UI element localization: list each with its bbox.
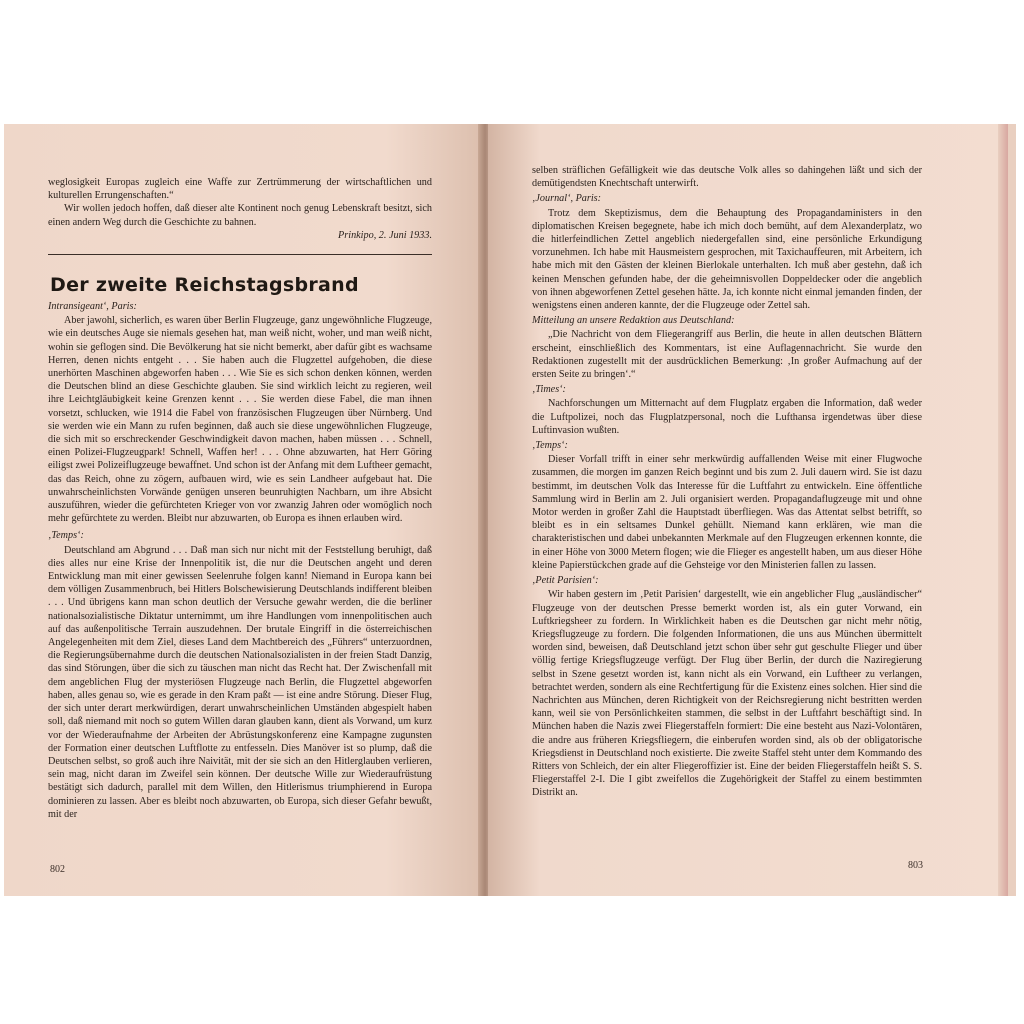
body-paragraph-continuation: selben sträflichen Gefälligkeit wie das deutsche Volk alles so dahingehen läßt und sich der demütigendsten Knechtschaft unterwirft. bbox=[532, 165, 922, 190]
intro-paragraph-1: weglosigkeit Europas zugleich eine Waffe zur Zertrümmerung der wirtschaftlichen und kulturellen Errungenschaften.“ bbox=[48, 177, 432, 202]
source-label-mitteilung: Mitteilung an unsere Redaktion aus Deutschland: bbox=[532, 315, 735, 327]
left-page bbox=[4, 124, 482, 896]
source-label-petit-parisien: ‚Petit Parisien‘: bbox=[532, 575, 599, 587]
body-paragraph-times: Nachforschungen um Mitternacht auf dem Flugplatz ergaben die Information, daß weder die Luftpolizei, noch das Flugplatzpersonal, noch die Lufthansa irgendetwas über diese Luftinvasion wußten. bbox=[532, 398, 922, 436]
body-paragraph-temps-2: Dieser Vorfall trifft in einer sehr merkwürdig auffallenden Weise mit einer Flugwoche zusammen, die morgen im ganzen Reich beginnt und bis zum 2. Juli dauern wird. Sie ist dazu bestimmt, im deutschen Volk das Interesse für die Luftfahrt zu entwickeln. Eine öffentliche Sammlung wird in Berlin am 2. Juli organisiert werden. Propagandaflugzeuge mit und ohne Motor werden in großer Zahl die Hauptstadt überfliegen. Was das Attentat selbst betrifft, so bleibt es in ein seltsames Dunkel gehüllt. Niemand kann erklären, wie man die charakteristischen und dabei unbekannten Merkmale auf den Flugzeugen erkennen konnte, die in einer Höhe von 3000 Metern flogen; wie die Flieger es angestellt haben, um aus dieser Höhe kleine Papierstückchen grade auf die Gehsteige vor den Ministerien fallen zu lassen. bbox=[532, 454, 922, 571]
right-page bbox=[488, 124, 1008, 896]
body-paragraph-journal: Trotz dem Skeptizismus, dem die Behauptung des Propagandaministers in den diplomatischen Kreisen begegnete, habe ich mich doch bemüht, auf dem Alexanderplatz, wo die hitlerfeindlichen Zettel angeblich niedergefallen sind, eine persönliche Erkundigung vorzunehmen. Ich habe mit Hausmeistern gesprochen, mit Taxichauffeuren, mit Arbeitern, ich habe mich mit den Gästen der kleinen Bierlokale unterhalten. Ich muß aber gestehn, daß ich keinen Menschen gefunden habe, der die geheimnisvollen Doppeldecker oder die angeblich von ihnen abgeworfenen Zettel gesehen hätte. Ja, ich konnte nicht einmal jemanden finden, der wenigstens einen anderen kannte, der die Flugzeuge oder Zettel sah. bbox=[532, 207, 922, 312]
body-paragraph-mitteilung: „Die Nachricht von dem Fliegerangriff aus Berlin, die heute in allen deutschen Blättern erscheint, einschließlich des Kommentars, ist eine Auflagennachricht. Sie wurde den Redaktionen zugestellt mit der ausdrücklichen Bemerkung: ‚In großer Aufmachung auf der ersten Seite zu bringen‘.“ bbox=[532, 329, 922, 381]
page-edge bbox=[998, 124, 1008, 896]
source-label-journal: ‚Journal‘, Paris: bbox=[532, 193, 602, 205]
article-heading: Der zweite Reichstagsbrand bbox=[50, 274, 359, 296]
left-body bbox=[48, 298, 432, 821]
section-divider bbox=[48, 254, 432, 255]
intro-signature: Prinkipo, 2. Juni 1933. bbox=[338, 229, 432, 241]
source-label-times: ‚Times‘: bbox=[532, 384, 566, 396]
intro-block bbox=[48, 176, 432, 242]
page-number-left: 802 bbox=[50, 864, 65, 875]
body-paragraph-intransigeant: Aber jawohl, sicherlich, es waren über Berlin Flugzeuge, ganz ungewöhnliche Flugzeuge, wie ein deutsches Auge sie niemals gesehen hat, man weiß nicht, woher, und man weiß nicht, wohin sie geflogen sind. Die Bevölkerung hat sie nicht bemerkt, aber dafür gibt es wachsame Herren, denen nichts entgeht . . . Sie haben auch die Flugzettel aufgehoben, die diese unerhörten Maschinen abgeworfen haben . . . Wie Sie es sich schon denken können, werden die Deutschen blind an diese Geschichte glauben. Sie sind wirklich leicht zu regieren, weil ihre Leichtgläubigkeit keine Grenzen kennt . . . Sie werden diese Fabel, die man ihnen vorsetzt, schlucken, wie 1914 die Fabel von französischen Flugzeugen über Nürnberg. Und sie werden wie ein Mann zu rufen beginnen, daß auch sie diese ungewöhnlichen Flugzeuge, die sich mit so erschreckender Geschwindigkeit davon machen, haben müssen . . . Schnell, einen Polizei-Flugzeugpark! Schnell, Waffen her! . . . Ohne abzuwarten, hat Herr Göring eiligst zwei Polizeiflugzeuge bewaffnet. Und schon ist der Anfang mit dem Luftheer gemacht, das das Reich, ohne zu zögern, aufbauen wird, wie es sein Landheer aufgebaut hat. Die unwahrscheinlichsten Vorwände genügen unseren beunruhigten Nachbarn, um ihre Absicht auszuführen, wieder die gefürchteten Krieger von vor zwanzig Jahren oder womöglich noch mehr gefürchtete zu werden. Bleibt nur abzuwarten, ob Europa es ihnen erlauben wird. bbox=[48, 315, 432, 525]
page-number-right: 803 bbox=[908, 860, 923, 871]
open-book bbox=[4, 124, 1016, 896]
body-paragraph-temps: Deutschland am Abgrund . . . Daß man sich nur nicht mit der Feststellung beruhigt, daß dies alles nur eine Krise der Innenpolitik ist, die nur die Deutschen angeht und deren Entwicklung man mit einer gewissen Seelenruhe folgen kann! Niemand in Europa kann bei dem völligen Zusammenbruch, bei Hitlers Bolschewisierung Deutschlands indifferent bleiben . . . Und übrigens kann man schon deutlich der Versuche gewahr werden, die die berliner nationalsozialistische Diktatur unternimmt, um ihre Handlungen vom innenpolitischen auch auf das außenpolitische Terrain auszudehnen. Der brutale Eingriff in die österreichischen Angelegenheiten mit dem Ziel, dieses Land dem Machtbereich des „Führers“ unterzuordnen, die Regierungsübernahme durch die deutschen Nationalsozialisten in der freien Stadt Danzig, das sind Störungen, über die sich zu täuschen man nicht das Recht hat. Der Zwischenfall mit dem angeblichen Flug der mysteriösen Flugzeuge nach Berlin, die Flugzettel abgeworfen haben, alles genau so, wie es gerade in den Kram paßt — ist eine andre Störung. Dieser Flug, der sich unter derart merkwürdigen, derart unwahrscheinlichen Umständen abgespielt haben soll, daß niemand mit noch so gutem Willen daran glauben kann, dient als Vorwand, um kurz vor der Wiederaufnahme der Arbeiten der Abrüstungskonferenz eine Kampagne zugunsten der Formation einer deutschen Luftflotte zu entfesseln. Dies Manöver ist so plump, daß die Deutschen selbst, so groß auch ihre Naivität, mit der sie sich an den Hitlerglauben verlieren, sein mag, nicht daran im Zweifel sein können. Der deutsche Wille zur Wiederaufrüstung bestätigt sich dadurch, parallel mit dem Willen, den Hitlerismus triumphierend in Europa dominieren zu lassen. Aber es bleibt noch abzuwarten, ob Europa, sich dieser Gefahr bewußt, mit der bbox=[48, 544, 432, 820]
source-label-intransigeant: Intransigeant‘, Paris: bbox=[48, 301, 137, 312]
intro-paragraph-2: Wir wollen jedoch hoffen, daß dieser alte Kontinent noch genug Lebenskraft besitzt, sich einen andern Weg durch die Geschichte zu bahnen. bbox=[48, 203, 432, 228]
body-paragraph-petit-parisien: Wir haben gestern im ‚Petit Parisien‘ dargestellt, wie ein angeblicher Flug „ausländischer“ Flugzeuge von der deutschen Presse bemerkt worden ist, als ein guter Vorwand, ein Luftkriegsheer zu fordern. In Wirklichkeit haben es die Deutschen gar nicht mehr nötig, Kriegsflugzeuge zu fordern. Die folgenden Informationen, die uns aus München übermittelt worden sind, beweisen, daß Deutschland jetzt schon über sehr gut geschulte Flieger und über völlig fertige Kriegsflugzeuge verfügt. Der Flug über Berlin, der durch die Naziregierung selbst in Szene gesetzt worden ist, kann nicht als ein Vorwand, ein Luftheer zu verlangen, betrachtet werden, sondern als eine Rechtfertigung für die Existenz eines solchen. Hier sind die Nachrichten aus München, deren Richtigkeit von der Reichsregierung nicht bestritten werden kann, weil sie von Persönlichkeiten stammen, die selbst in der Luftfahrt beschäftigt sind. In München haben die Nazis zwei Fliegerstaffeln formiert: Die eine besteht aus Nazi-Volontären, die andre aus früheren Kriegsfliegern, die einberufen worden sind, als ob der obligatorische Kriegsdienst in Deutschland noch existierte. Die zweite Staffel steht unter dem Kommando des Ritters von Schleich, der ein alter Fliegeroffizier ist. Eine der beiden Fliegerstaffeln heißt S. S. Fliegerstaffel 2-I. Die I gibt zweifellos die Zugehörigkeit der Staffel zu einem bestimmten Distrikt an. bbox=[532, 589, 922, 799]
source-label-temps: ‚Temps‘: bbox=[48, 530, 84, 542]
source-label-temps-2: ‚Temps‘: bbox=[532, 440, 568, 452]
right-body bbox=[532, 164, 922, 800]
